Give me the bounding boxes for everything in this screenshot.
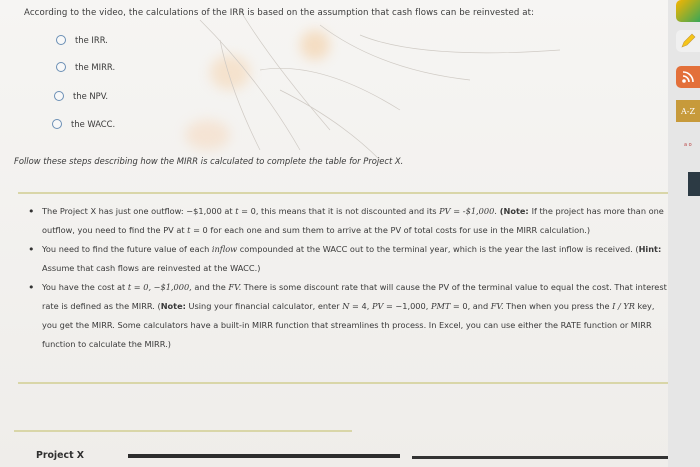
step-item: • The Project X has just one outflow: −$1,000 at t = 0, this means that it is not discounted and its PV = -$1,000. (Note: If the project has more than one outflow, you need to find the PV at t = 0 for each one and sum them to arrive at the PV of total costs for use in the MIRR calculation.) (26, 202, 668, 240)
question-text: According to the video, the calculations of the IRR is based on the assumption that cash flows can be reinvested at: (24, 8, 535, 18)
table-header-bar (128, 454, 400, 458)
option-npv[interactable] (54, 89, 108, 103)
table-header-bar (412, 456, 668, 459)
step-item: • You have the cost at t = 0, −$1,000, and the FV. There is some discount rate that will cause the PV of the terminal value to equal the cost. That interest rate is defined as the MIRR. (Note: Using your financial calculator, enter N = 4, PV = −1,000, PMT = 0, and FV. Then when you press the I / YR key, you get the MIRR. Some calculators have a built-in MIRR function that streamlines th process. In Excel, you can use either the RATE function or MIRR function to calculate the MIRR.) (26, 278, 668, 354)
dictionary-tab[interactable]: A-Z (676, 100, 700, 122)
rss-feed-icon[interactable] (676, 66, 700, 88)
steps-list (26, 202, 668, 354)
option-irr[interactable] (56, 33, 108, 47)
option-wacc[interactable] (52, 117, 115, 131)
radio-button[interactable] (56, 62, 66, 72)
pencil-icon[interactable] (676, 30, 700, 52)
sidebar-dark-tab[interactable] (688, 172, 700, 196)
radio-button[interactable] (52, 119, 62, 129)
step-item: • You need to find the future value of each inflow compounded at the WACC out to the terminal year, which is the year the last inflow is received. (Hint: Assume that cash flows are reinvested at the WACC.) (26, 240, 668, 278)
option-label: the IRR. (75, 35, 108, 45)
extension-icon[interactable] (676, 0, 700, 22)
project-label: Project X (36, 450, 85, 461)
sidebar-text: a o (684, 142, 692, 148)
divider (14, 430, 352, 432)
divider (18, 192, 668, 194)
divider (18, 382, 668, 384)
option-label: the NPV. (73, 91, 109, 101)
option-label: the WACC. (71, 119, 116, 129)
option-label: the MIRR. (75, 62, 116, 72)
radio-button[interactable] (54, 91, 64, 101)
instructions-text: Follow these steps describing how the MIRR is calculated to complete the table for Project X. (14, 156, 404, 166)
radio-button[interactable] (56, 35, 66, 45)
option-mirr[interactable] (56, 60, 115, 74)
